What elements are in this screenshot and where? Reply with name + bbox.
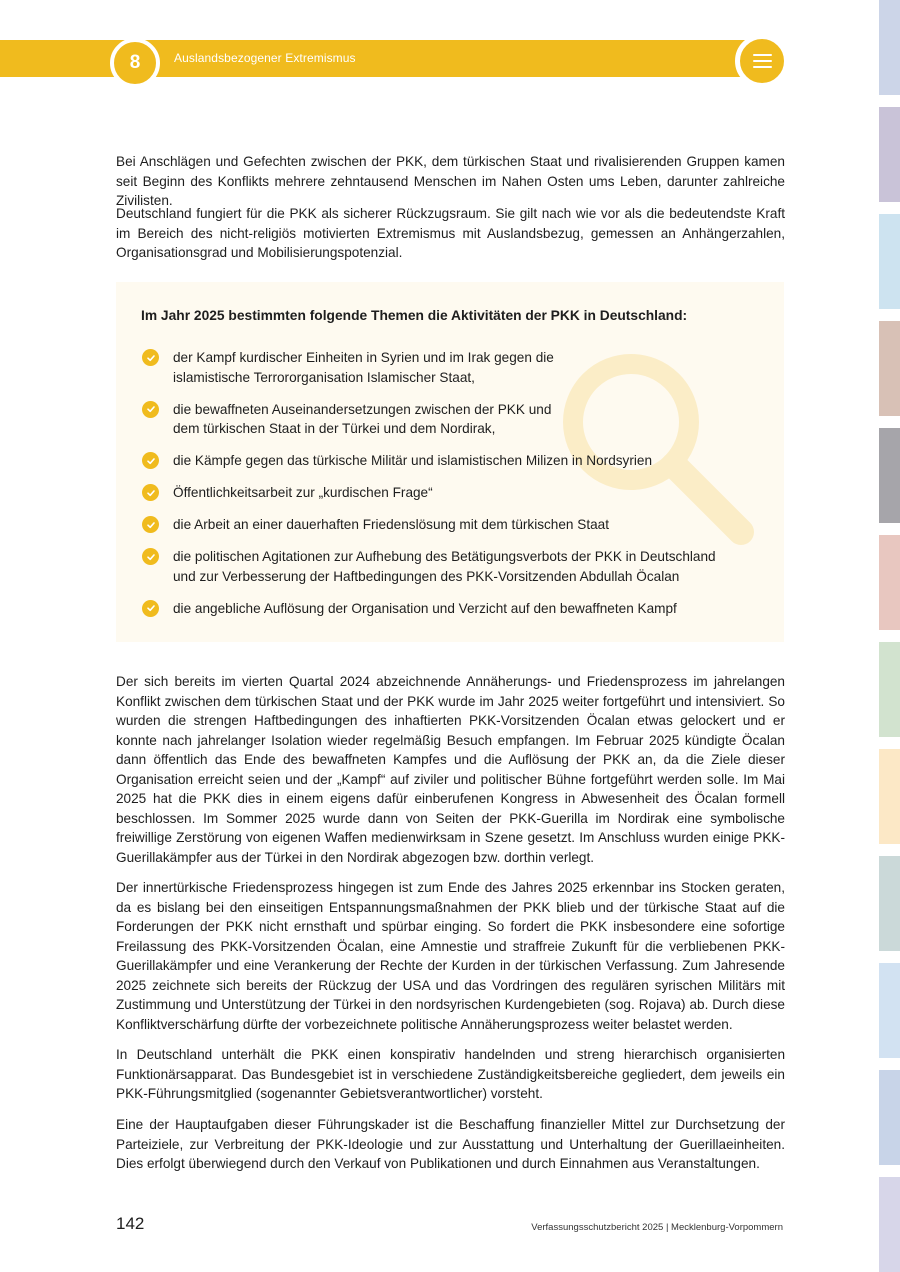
body-paragraph-4: Eine der Hauptaufgaben dieser Führungskader ist die Beschaffung finanzieller Mittel zur Durchsetzung der Parteiziele, zur Verbreitung der PKK-Ideologie und zur Ausstattung und Unterhaltung der Guerillaeinheiten. Dies erfolgt überwiegend durch den Verkauf von Publikationen und durch Einnahmen aus Veranstaltungen. [116,1117,785,1171]
chapter-tabs [879,0,900,1272]
chapter-number-badge: 8 [110,38,160,88]
chapter-tab-6[interactable] [879,535,900,630]
info-box [116,282,784,642]
topics-list [141,348,741,631]
chapter-tab-4[interactable] [879,321,900,416]
footer-publication: Verfassungsschutzbericht 2025 | Mecklenburg-Vorpommern [531,1222,783,1233]
info-box-title: Im Jahr 2025 bestimmten folgende Themen die Aktivitäten der PKK in Deutschland: [141,308,688,323]
menu-button[interactable] [735,34,789,88]
checkmark-icon [142,401,159,418]
list-item-line: und zur Verbesserung der Haftbedingungen des PKK-Vorsitzenden Abdullah Öcalan [173,568,680,584]
checkmark-icon [142,600,159,617]
chapter-tab-8[interactable] [879,749,900,844]
chapter-tab-3[interactable] [879,214,900,309]
list-item [141,515,741,535]
list-item-line: die Kämpfe gegen das türkische Militär und islamistischen Milizen in Nordsyrien [173,453,653,468]
list-item [141,483,741,503]
checkmark-icon [142,516,159,533]
intro-paragraph-1: Bei Anschlägen und Gefechten zwischen der PKK, dem türkischen Staat und rivalisierenden Gruppen kamen seit Beginn des Konflikts mehrere zehntausend Menschen im Nahen Osten ums Leben, darunter zahlreiche Zivilisten. [116,154,785,208]
list-item [141,599,741,619]
list-item [141,547,741,586]
list-item-line: die Arbeit an einer dauerhaften Friedenslösung mit dem türkischen Staat [173,517,610,532]
list-item-line: die bewaffneten Auseinandersetzungen zwischen der PKK und [173,401,552,417]
chapter-title: Auslandsbezogener Extremismus [174,51,356,65]
checkmark-icon [142,452,159,469]
body-paragraph-2: Der innertürkische Friedensprozess hingegen ist zum Ende des Jahres 2025 erkennbar ins Stocken geraten, da es bislang bei den einseitigen Entspannungsmaßnahmen der PKK blieb und der türkische Staat auf die Forderungen der PKK nicht ernsthaft und spürbar einging. So fordert die PKK insbesondere eine sofortige Freilassung des PKK-Vorsitzenden Öcalan, eine Amnestie und straffreie Zukunft für die verbliebenen PKK-Guerillakämpfer und eine Verankerung der Rechte der Kurden in der türkischen Verfassung. Zum Jahresende 2025 zeichnete sich bereits der Rückzug der USA und das Vordringen des regulären syrischen Militärs mit Zustimmung und Unterstützung der Türkei in den nordsyrischen Kurdengebieten (sog. Rojava) ab. Durch diese Konfliktverschärfung dürfte der vorbezeichnete politische Annäherungsprozess weiter belastet werden. [116,880,785,1032]
list-item-line: die angebliche Auflösung der Organisation und Verzicht auf den bewaffneten Kampf [173,600,677,616]
chapter-tab-7[interactable] [879,642,900,737]
intro-paragraph-2: Deutschland fungiert für die PKK als sicherer Rückzugsraum. Sie gilt nach wie vor als die bedeutendste Kraft im Bereich des nicht-religiös motivierten Extremismus mit Auslandsbezug, gemessen an Anhängerzahlen, Organisationsgrad und Mobilisierungspotenzial. [116,206,785,260]
page-number: 142 [116,1214,145,1233]
hamburger-icon-line [753,54,772,56]
checkmark-icon [142,484,159,501]
chapter-tab-1[interactable] [879,0,900,95]
hamburger-icon-line [753,60,772,62]
list-item-line: Öffentlichkeitsarbeit zur „kurdischen Frage“ [173,485,433,500]
chapter-tab-9[interactable] [879,856,900,951]
chapter-tab-10[interactable] [879,963,900,1058]
body-paragraph-1: Der sich bereits im vierten Quartal 2024 abzeichnende Annäherungs- und Friedensprozess im jahrelangen Konflikt zwischen dem türkischen Staat und der PKK wurde im Jahr 2025 weiter fortgeführt und intensiviert. So wurden die strengen Haftbedingungen des inhaftierten PKK-Vorsitzenden Öcalan etwas gelockert und er konnte nach jahrelanger Isolation wieder regelmäßig Besuch empfangen. Im Februar 2025 kündigte Öcalan dann öffentlich das Ende des bewaffneten Kampfes und die Auflösung der PKK an, da die Ziele dieser Organisation erreicht seien und der „Kampf“ auf ziviler und politischer Bühne fortgeführt werden solle. Im Mai 2025 hat die PKK dies in einem eigens dafür einberufenen Kongress in Abwesenheit des Öcalan formell beschlossen. Im Sommer 2025 wurde dann von Seiten der PKK-Guerilla im Nordirak eine symbolische freiwillige Zerstörung von eigenen Waffen medienwirksam in Szene gesetzt. Im Anschluss wurden einige PKK-Guerillakämpfer aus der Türkei in den Nordirak abgezogen bzw. dorthin verlegt. [116,674,785,865]
chapter-tab-2[interactable] [879,107,900,202]
list-item-line: der Kampf kurdischer Einheiten in Syrien und im Irak gegen die [173,350,554,365]
list-item [141,451,741,471]
list-item [141,400,741,439]
list-item-line: islamistische Terrororganisation Islamischer Staat, [173,369,475,385]
checkmark-icon [142,349,159,366]
chapter-tab-12[interactable] [879,1177,900,1272]
chapter-tab-11[interactable] [879,1070,900,1165]
body-paragraph-3: In Deutschland unterhält die PKK einen konspirativ handelnden und streng hierarchisch organisierten Funktionärsapparat. Das Bundesgebiet ist in verschiedene Zuständigkeitsbereiche gegliedert, dem jeweils ein PKK-Führungsmitglied (sogenannter Gebietsverantwortlicher) vorsteht. [116,1047,785,1101]
list-item [141,348,741,387]
chapter-tab-5[interactable] [879,428,900,523]
list-item-line: die politischen Agitationen zur Aufhebung des Betätigungsverbots der PKK in Deutschland [173,549,716,564]
list-item-line: dem türkischen Staat in der Türkei und dem Nordirak, [173,421,496,436]
checkmark-icon [142,548,159,565]
hamburger-icon-line [753,66,772,68]
